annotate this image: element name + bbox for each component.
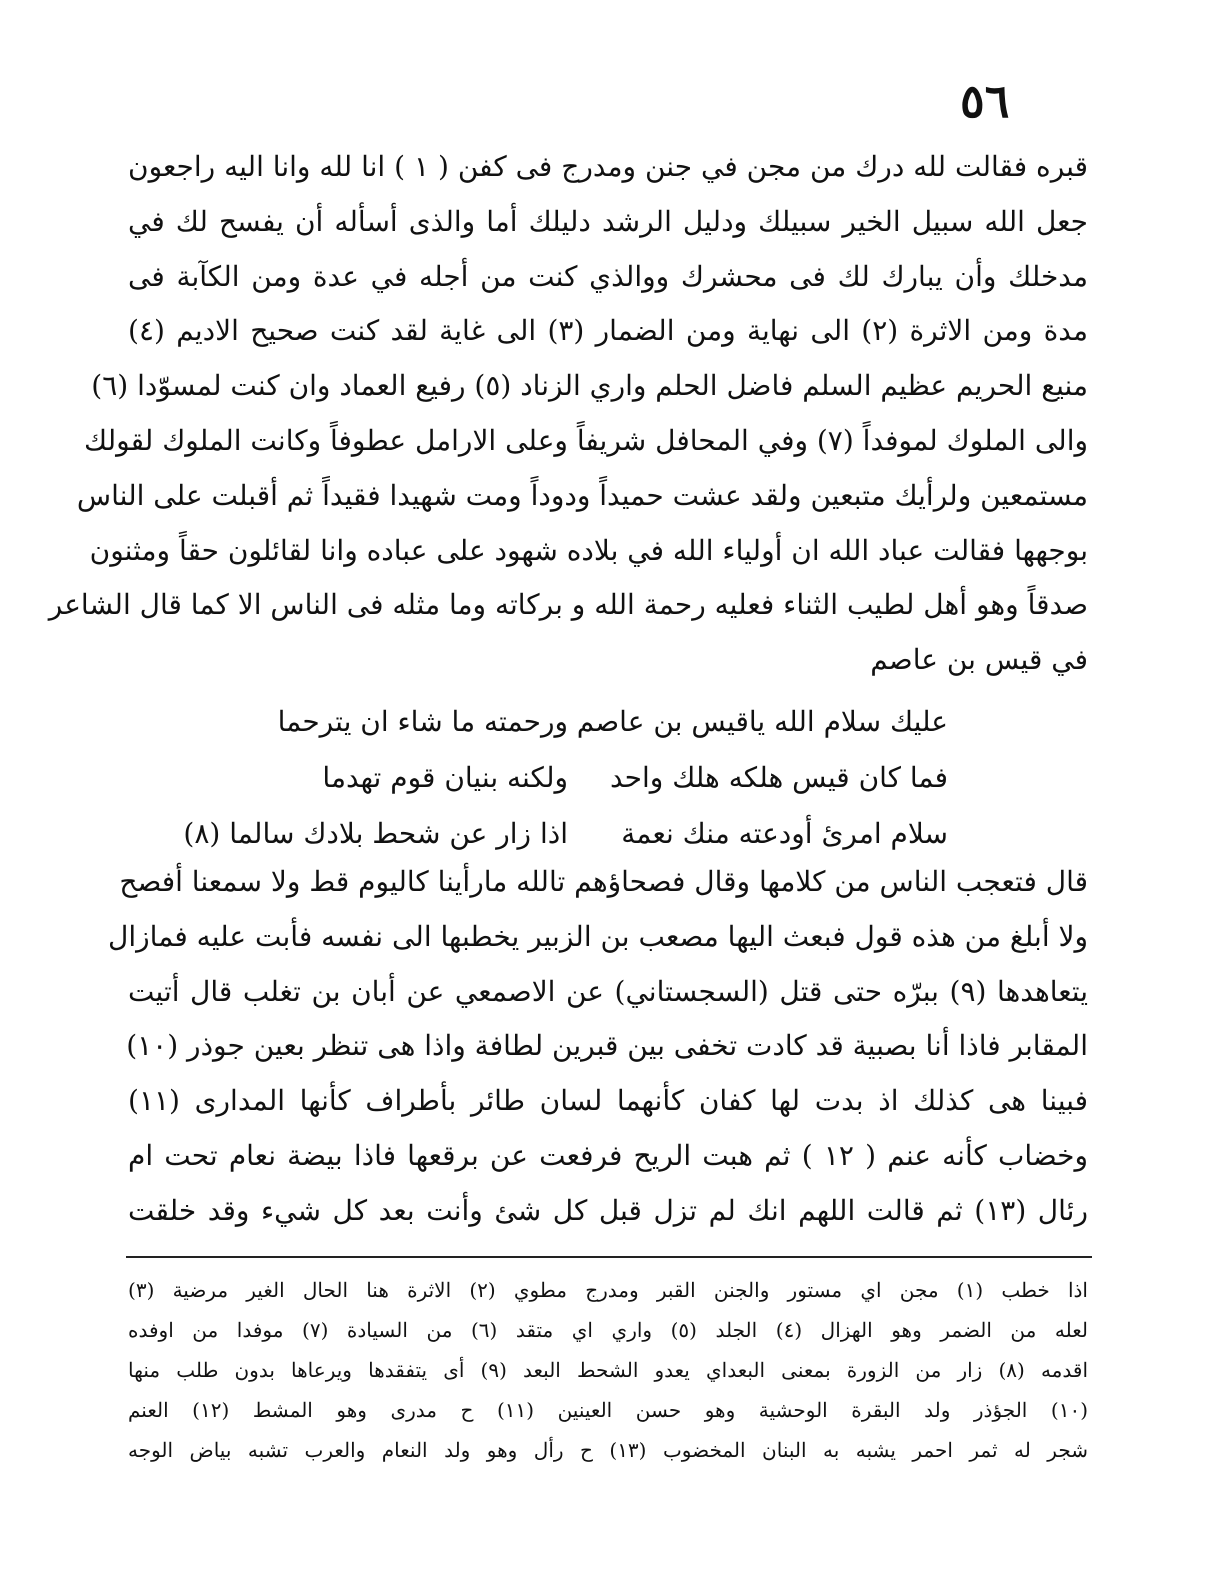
- text-line: صدقاً وهو أهل لطيب الثناء فعليه رحمة الله و بركاته وما مثله فى الناس الا كما قال الشاعر: [48, 588, 1088, 622]
- verse-second-hemistich: ولكنه بنيان قوم تهدما: [322, 761, 568, 794]
- verse-first-hemistich: سلام امرئ أودعته منك نعمة: [621, 817, 948, 850]
- page-number: ٥٦: [960, 74, 1010, 128]
- poem-verse: [183, 806, 948, 862]
- verse-first-hemistich: فما كان قيس هلكه هلك واحد: [609, 761, 948, 794]
- text-line: في قيس بن عاصم: [870, 643, 1088, 677]
- text-line: منيع الحريم عظيم السلم فاضل الحلم واري الزناد (٥) رفيع العماد وان كنت لمسوّدا (٦): [91, 369, 1088, 403]
- text-line: قبره فقالت لله درك من مجن في جنن ومدرج فى كفن ( ١ ) انا لله وانا اليه راجعون: [128, 150, 1088, 183]
- text-line: قال فتعجب الناس من كلامها وقال فصحاؤهم تالله مارأينا كاليوم قط ولا سمعنا أفصح: [119, 865, 1088, 898]
- verse-second-hemistich: ورحمته ما شاء ان يترحما: [277, 705, 568, 738]
- text-line: رئال (١٣) ثم قالت اللهم انك لم تزل قبل كل شئ وأنت بعد كل شيء وقد خلقت: [128, 1193, 1088, 1227]
- text-line: المقابر فاذا أنا بصبية قد كادت تخفى بين قبرين لطافة واذا هى تنظر بعين جوذر (١٠): [126, 1029, 1088, 1063]
- footnote-line: شجر له ثمر احمر يشبه به البنان المخضوب (١٣) ح رأل وهو ولد النعام والعرب تشبه بياض الوجه: [128, 1438, 1088, 1462]
- verse-second-hemistich: اذا زار عن شحط بلادك سالما (٨): [183, 817, 568, 850]
- footnote-divider: [126, 1256, 1092, 1258]
- text-line: ولا أبلغ من هذه قول فبعث اليها مصعب بن الزبير يخطبها الى نفسه فأبت عليه فمازال: [108, 919, 1088, 953]
- poem-verse: [228, 750, 948, 806]
- footnotes: [128, 1270, 1088, 1470]
- footnote-line: لعله من الضمر وهو الهزال (٤) الجلد (٥) واري اي متقد (٦) من السيادة (٧) موفدا من اوفده: [128, 1318, 1089, 1342]
- poem: [183, 694, 948, 862]
- paragraph-1: [48, 140, 1089, 688]
- text-line: بوجهها فقالت عباد الله ان أولياء الله في بلاده شهود على عباده وانا لقائلون حقاً ومثنون: [89, 533, 1088, 567]
- text-line: يتعاهدها (٩) ببرّه حتى قتل (السجستاني) عن الاصمعي عن أبان بن تغلب قال أتيت: [128, 974, 1088, 1008]
- text-line: وخضاب كأنه عنم ( ١٢ ) ثم هبت الريح فرفعت عن برقعها فاذا بيضة نعام تحت ام: [128, 1138, 1089, 1172]
- footnote-line: اقدمه (٨) زار من الزورة بمعنى البعداي يعدو الشحط البعد (٩) أى يتفقدها ويرعاها بدون طلب منها: [128, 1358, 1088, 1382]
- text-line: والى الملوك لموفداً (٧) وفي المحافل شريفاً وعلى الارامل عطوفاً وكانت الملوك لقولك: [84, 423, 1088, 457]
- poem-verse: [228, 694, 948, 750]
- verse-first-hemistich: عليك سلام الله ياقيس بن عاصم: [576, 705, 948, 738]
- text-line: مستمعين ولرأيك متبعين ولقد عشت حميداً ودوداً ومت شهيدا فقيداً ثم أقبلت على الناس: [76, 478, 1088, 512]
- footnote-line: اذا خطب (١) مجن اي مستور والجنن القبر ومدرج مطوي (٢) الاثرة هنا الحال الغير مرضية (٣): [128, 1278, 1088, 1302]
- paragraph-2: [108, 855, 1089, 1239]
- text-line: مدخلك وأن يبارك لك فى محشرك ووالذي كنت من أجله في عدة ومن الكآبة فى: [128, 259, 1088, 293]
- footnote-line: (١٠) الجؤذر ولد البقرة الوحشية وهو حسن العينين (١١) ح مدرى وهو المشط (١٢) العنم: [128, 1398, 1088, 1422]
- text-line: مدة ومن الاثرة (٢) الى نهاية ومن الضمار (٣) الى غاية لقد كنت صحيح الاديم (٤): [128, 314, 1089, 348]
- text-line: فبينا هى كذلك اذ بدت لها كفان كأنهما لسان طائر بأطراف كأنها المدارى (١١): [128, 1084, 1088, 1118]
- text-line: جعل الله سبيل الخير سبيلك ودليل الرشد دليلك أما والذى أسأله أن يفسح لك في: [128, 204, 1088, 238]
